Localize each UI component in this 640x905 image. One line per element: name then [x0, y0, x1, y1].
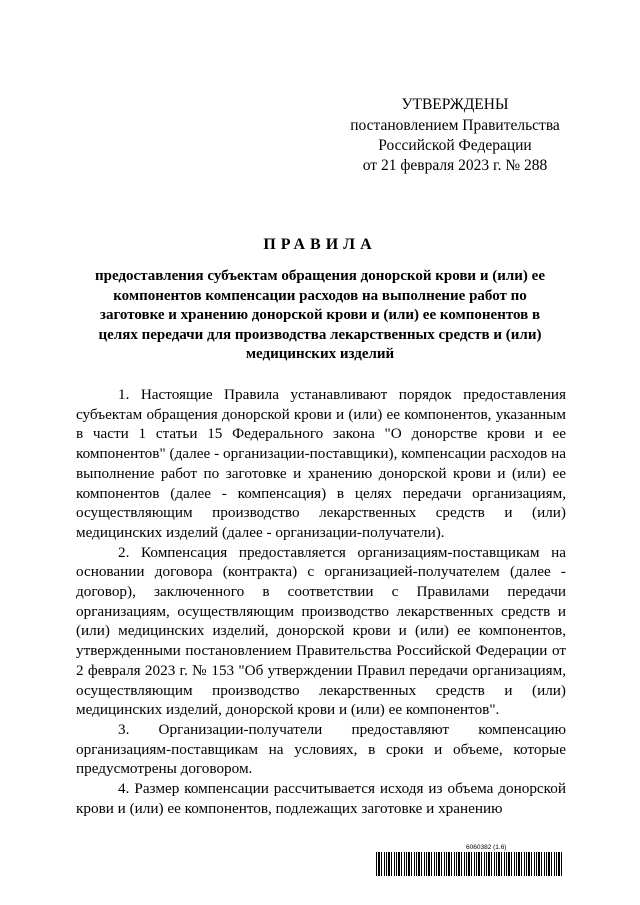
approval-heading: УТВЕРЖДЕНЫ: [401, 96, 509, 113]
paragraph-1: 1. Настоящие Правила устанавливают порядок предоставления субъектам обращения донорской крови и (или) ее компонентов, указанным в части 1 статьи 15 Федерального закона "О донорстве крови и ее компонентов" (далее - организации-поставщики), компенсации расходов на выполнение работ по заготовке и хранению донорской крови и (или) ее компонентов (далее - компенсация) в целях передачи организациям, осуществляющим производство лекарственных средств и (или) медицинских изделий (далее - организации-получатели).: [76, 386, 566, 541]
paragraph-2: 2. Компенсация предоставляется организациям-поставщикам на основании договора (контракта) с организацией-получателем (далее - договор), заключенного в соответствии с Правилами передачи организациям, осуществляющим производство лекарственных средств и (или) медицинских изделий, донорской крови и (или) ее компонентов, утвержденными постановлением Правительства Российской Федерации от 2 февраля 2023 г. № 153 "Об утверждении Правил передачи организациям, осуществляющим производство лекарственных средств и (или) медицинских изделий, донорской крови и (или) ее компонентов".: [76, 543, 566, 719]
approval-line-1: постановлением Правительства: [350, 117, 560, 134]
approval-line-2: Российской Федерации: [378, 137, 532, 154]
paragraph-3: 3. Организации-получатели предоставляют компенсацию организациям-поставщикам на условиях, в сроки и объеме, которые предусмотрены договором.: [76, 720, 566, 778]
barcode-icon: [376, 852, 564, 876]
document-body: [76, 385, 566, 818]
approval-stamp: [345, 95, 565, 176]
document-title: ПРАВИЛА: [263, 236, 377, 253]
paragraph-4: 4. Размер компенсации рассчитывается исходя из объема донорской крови и (или) ее компонентов, подлежащих заготовке и хранению: [76, 780, 566, 817]
approval-line-3: от 21 февраля 2023 г. № 288: [362, 157, 548, 174]
document-subtitle: предоставления субъектам обращения донорской крови и (или) ее компонентов компенсации расходов на выполнение работ по заготовке и хранению донорской крови и (или) ее компонентов в целях передачи для производства лекарственных средств и (или) медицинских изделий: [95, 268, 545, 362]
barcode-number: 6060382 (1.6): [466, 844, 507, 851]
